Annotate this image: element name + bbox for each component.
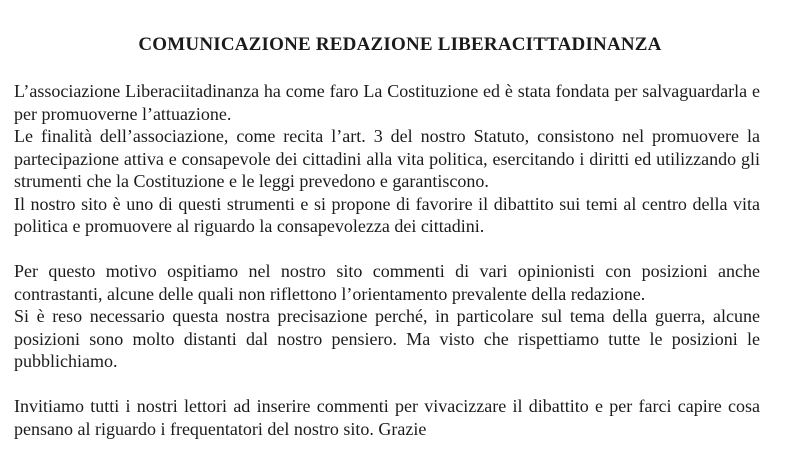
paragraph-block-intro [14, 80, 760, 238]
paragraph: L’associazione Liberaciitadinanza ha come faro La Costituzione ed è stata fondata per salvaguardarla e per promuoverne l’attuazione. [14, 81, 760, 124]
paragraph: Invitiamo tutti i nostri lettori ad inserire commenti per vivacizzare il dibattito e per farci capire cosa pensano al riguardo i frequentatori del nostro sito. Grazie [14, 396, 760, 439]
paragraph-block-invitation [14, 395, 760, 440]
document-body [14, 80, 760, 440]
document-title: COMUNICAZIONE REDAZIONE LIBERACITTADINANZA [138, 34, 662, 55]
paragraph: Si è reso necessario questa nostra precisazione perché, in particolare sul tema della guerra, alcune posizioni sono molto distanti dal nostro pensiero. Ma visto che rispettiamo tutte le posizioni le pubblichiamo. [14, 306, 760, 371]
paragraph: Per questo motivo ospitiamo nel nostro sito commenti di vari opinionisti con posizioni anche contrastanti, alcune delle quali non riflettono l’orientamento prevalente della redazione. [14, 261, 760, 304]
paragraph: Il nostro sito è uno di questi strumenti e si propone di favorire il dibattito sui temi al centro della vita politica e promuovere al riguardo la consapevolezza dei cittadini. [14, 193, 760, 236]
paragraph-block-motivation [14, 260, 760, 373]
paragraph: Le finalità dell’associazione, come recita l’art. 3 del nostro Statuto, consistono nel promuovere la partecipazione attiva e consapevole dei cittadini alla vita politica, esercitando i diritti ed utilizzando gli strumenti che la Costituzione e le leggi prevedono e garantiscono. [14, 126, 760, 191]
